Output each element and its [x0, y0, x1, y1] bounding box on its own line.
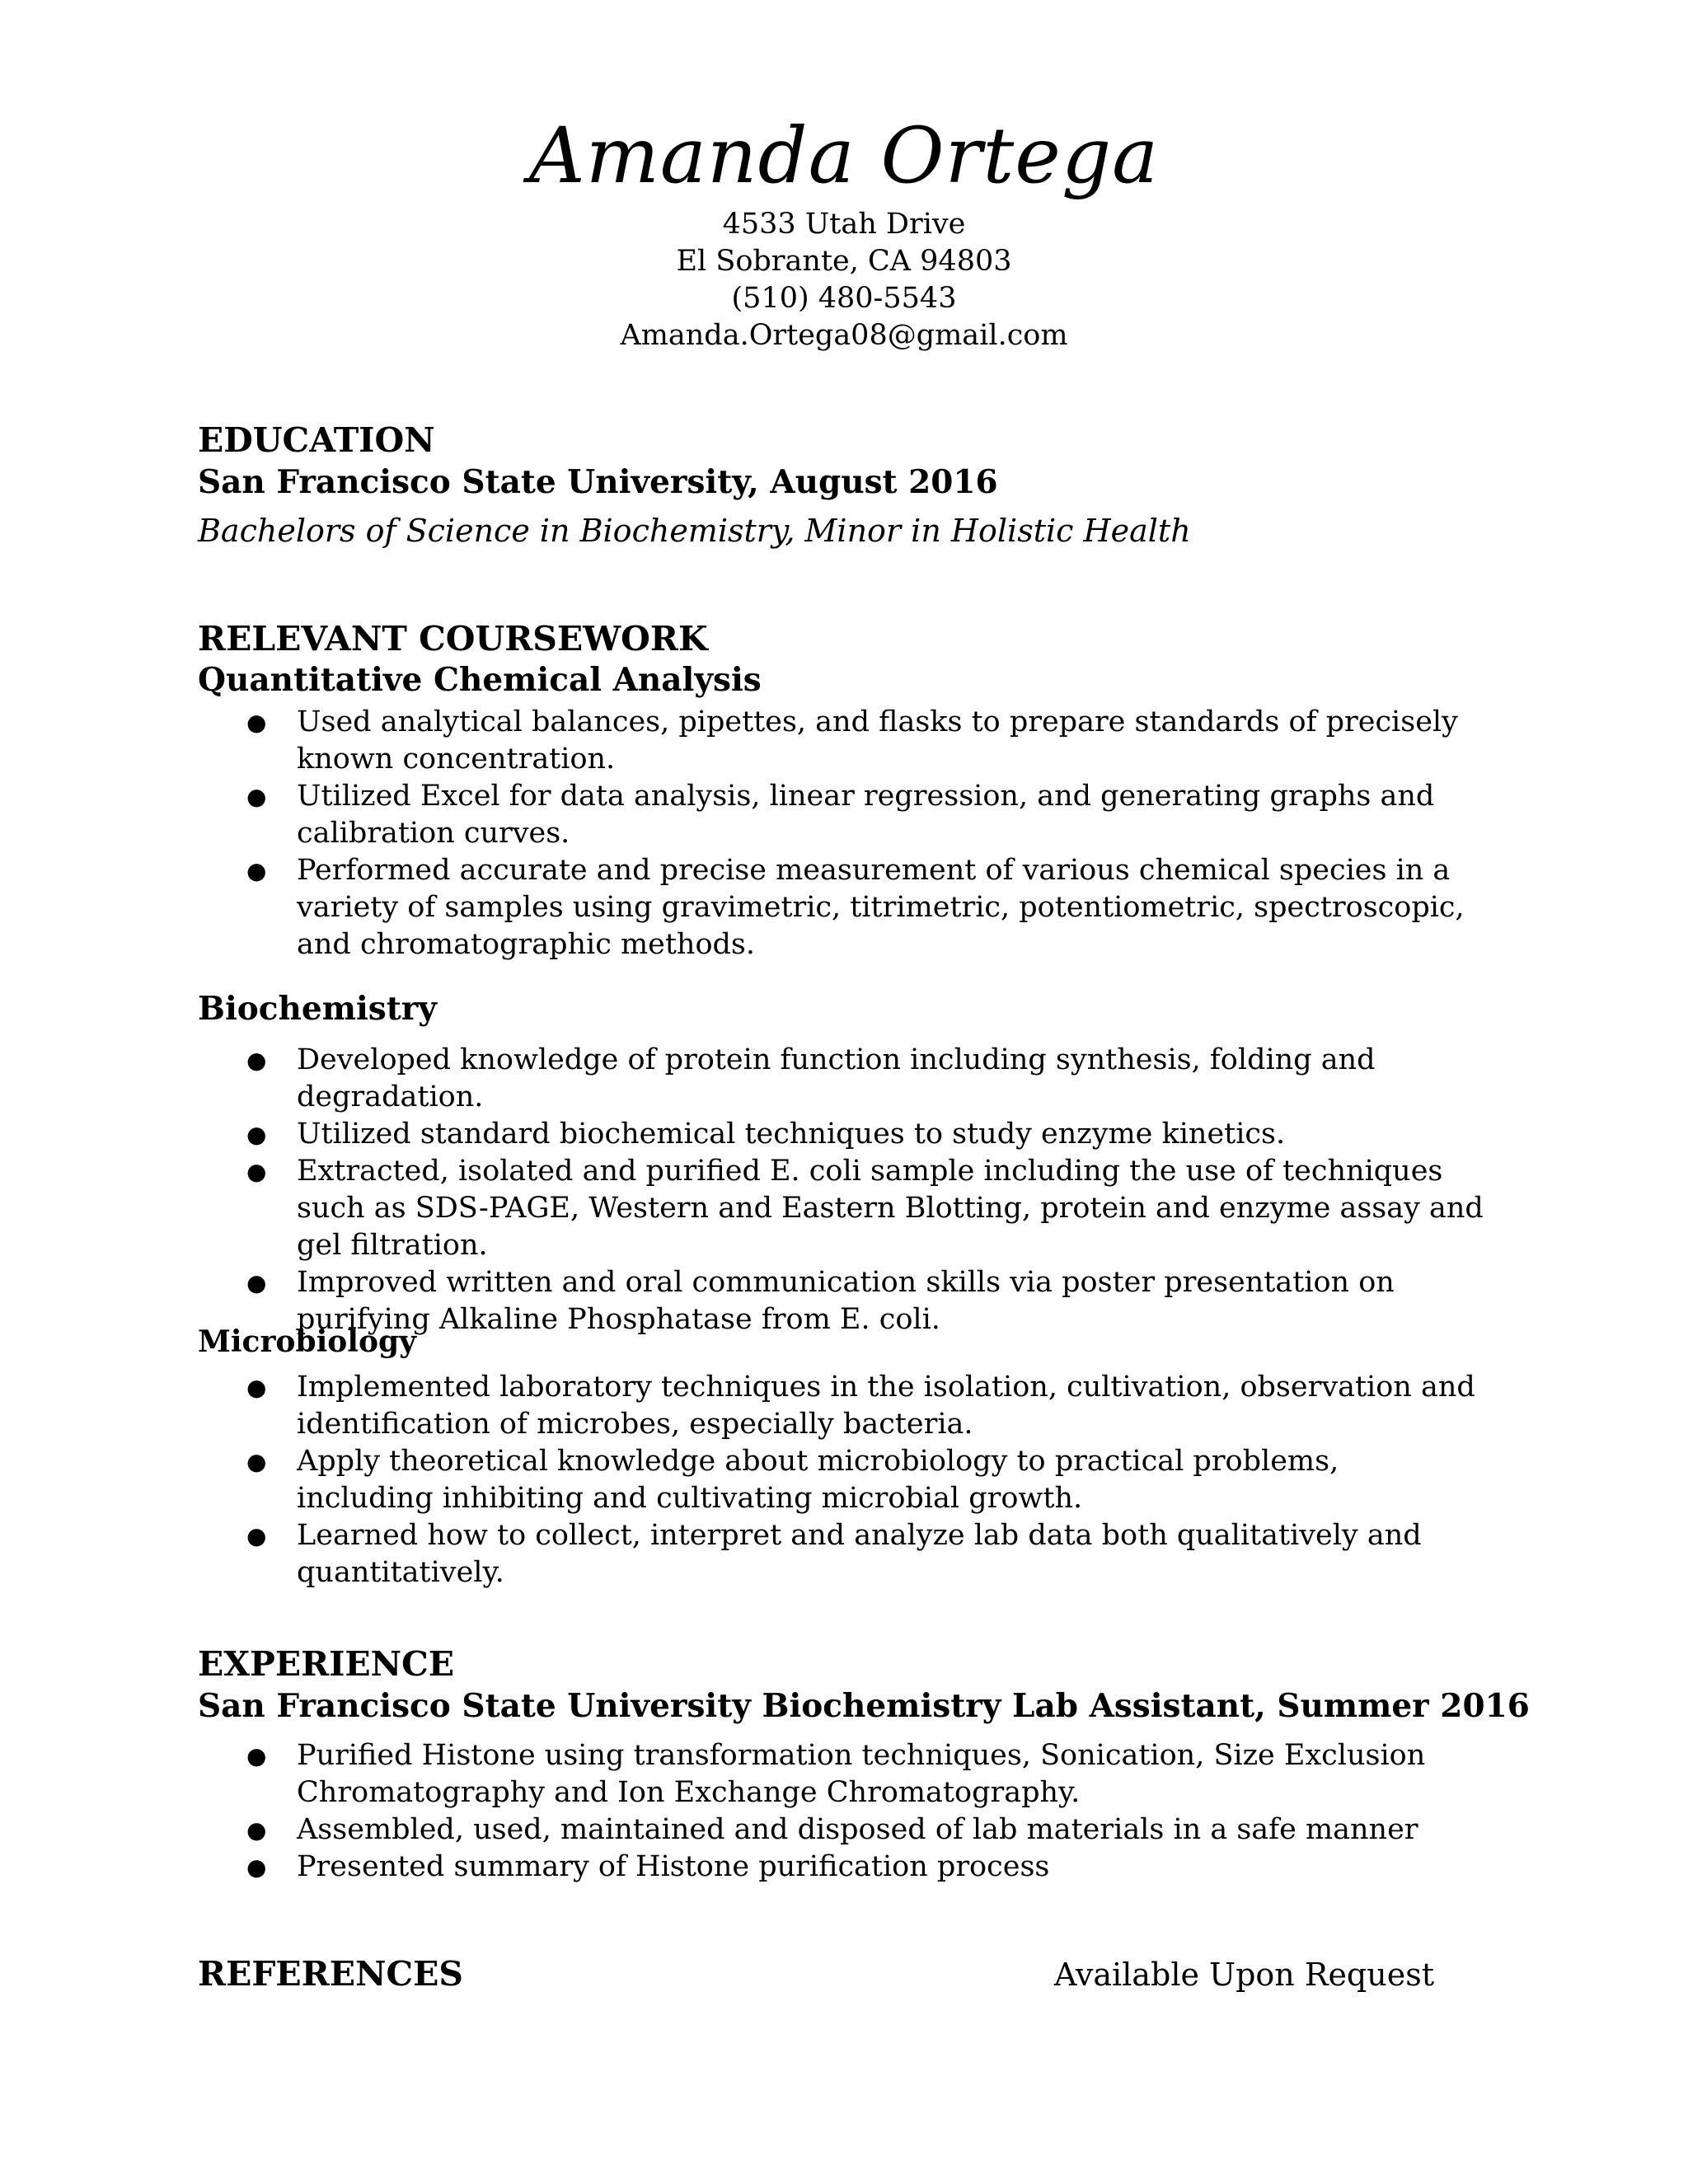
bullet-dot: ● [246, 1158, 267, 1185]
bullet-text: Purified Histone using transformation techniques, Sonication, Size Exclusion Chromatography and Ion Exchange Chromatography. [297, 1739, 1426, 1809]
list-item [198, 1443, 1484, 1517]
experience-title: San Francisco State University Biochemistry Lab Assistant, Summer 2016 [198, 1687, 1530, 1725]
course-bullets-quantitative [198, 704, 1484, 963]
bullet-dot: ● [246, 1374, 267, 1401]
list-item [198, 1811, 1484, 1849]
email-address: Amanda.Ortega08@gmail.com [620, 319, 1068, 352]
bullet-dot: ● [246, 1522, 267, 1549]
bullet-dot: ● [246, 1121, 267, 1148]
bullet-text: Apply theoretical knowledge about microbiology to practical problems, including inhibiting and cultivating microbial growth. [297, 1445, 1339, 1515]
experience-bullets [198, 1737, 1484, 1886]
list-item [198, 1517, 1484, 1591]
course-bullets-biochemistry [198, 1042, 1484, 1338]
bullet-dot: ● [246, 1047, 267, 1074]
bullet-text: Extracted, isolated and purified E. coli sample including the use of techniques such as SDS-PAGE, Western and Eastern Blotting, protein and enzyme assay and gel filtration. [297, 1155, 1484, 1262]
course-title-biochemistry: Biochemistry [198, 990, 437, 1028]
bullet-text: Presented summary of Histone purification process [297, 1850, 1050, 1883]
bullet-dot: ● [246, 1269, 267, 1296]
bullet-dot: ● [246, 783, 267, 810]
list-item [198, 704, 1484, 778]
course-title-quantitative: Quantitative Chemical Analysis [198, 661, 762, 699]
address-line-2: El Sobrante, CA 94803 [676, 245, 1012, 278]
list-item [198, 1116, 1484, 1153]
bullet-dot: ● [246, 1854, 267, 1881]
bullet-text: Developed knowledge of protein function including synthesis, folding and degradation. [297, 1043, 1376, 1113]
bullet-text: Implemented laboratory techniques in the isolation, cultivation, observation and identification of microbes, especially bacteria. [297, 1371, 1475, 1441]
bullet-text: Utilized standard biochemical techniques to study enzyme kinetics. [297, 1118, 1286, 1151]
references-heading: REFERENCES [198, 1954, 463, 1994]
candidate-name: Amanda Ortega [528, 111, 1160, 201]
bullet-dot: ● [246, 1742, 267, 1769]
bullet-dot: ● [246, 1448, 267, 1475]
list-item [198, 852, 1484, 963]
experience-heading: EXPERIENCE [198, 1644, 455, 1684]
bullet-dot: ● [246, 709, 267, 736]
bullet-text: Improved written and oral communication skills via poster presentation on purifying Alkaline Phosphatase from E. coli. [297, 1266, 1395, 1336]
bullet-text: Used analytical balances, pipettes, and flasks to prepare standards of precisely known concentration. [297, 705, 1458, 776]
phone-number: (510) 480-5543 [731, 282, 957, 315]
list-item [198, 1042, 1484, 1116]
bullet-text: Assembled, used, maintained and disposed of lab materials in a safe manner [297, 1813, 1418, 1846]
resume-header [0, 107, 1688, 354]
bullet-text: Learned how to collect, interpret and analyze lab data both qualitatively and quantitatively. [297, 1519, 1422, 1589]
course-bullets-microbiology [198, 1369, 1484, 1591]
list-item [198, 1153, 1484, 1264]
coursework-heading: RELEVANT COURSEWORK [198, 619, 708, 658]
education-heading: EDUCATION [198, 420, 435, 460]
list-item [198, 1737, 1484, 1811]
bullet-text: Performed accurate and precise measurement of various chemical species in a variety of samples using gravimetric, titrimetric, potentiometric, spectroscopic, and chromatographic methods. [297, 854, 1465, 961]
list-item [198, 1849, 1484, 1886]
education-degree: Bachelors of Science in Biochemistry, Minor in Holistic Health [198, 513, 1191, 549]
list-item [198, 778, 1484, 852]
references-value: Available Upon Request [1054, 1957, 1434, 1993]
bullet-text: Utilized Excel for data analysis, linear regression, and generating graphs and calibration curves. [297, 780, 1435, 850]
bullet-dot: ● [246, 857, 267, 884]
bullet-dot: ● [246, 1816, 267, 1844]
course-title-microbiology: Microbiology [198, 1324, 417, 1359]
list-item [198, 1369, 1484, 1443]
address-line-1: 4533 Utah Drive [722, 208, 966, 241]
education-school: San Francisco State University, August 2016 [198, 463, 998, 501]
